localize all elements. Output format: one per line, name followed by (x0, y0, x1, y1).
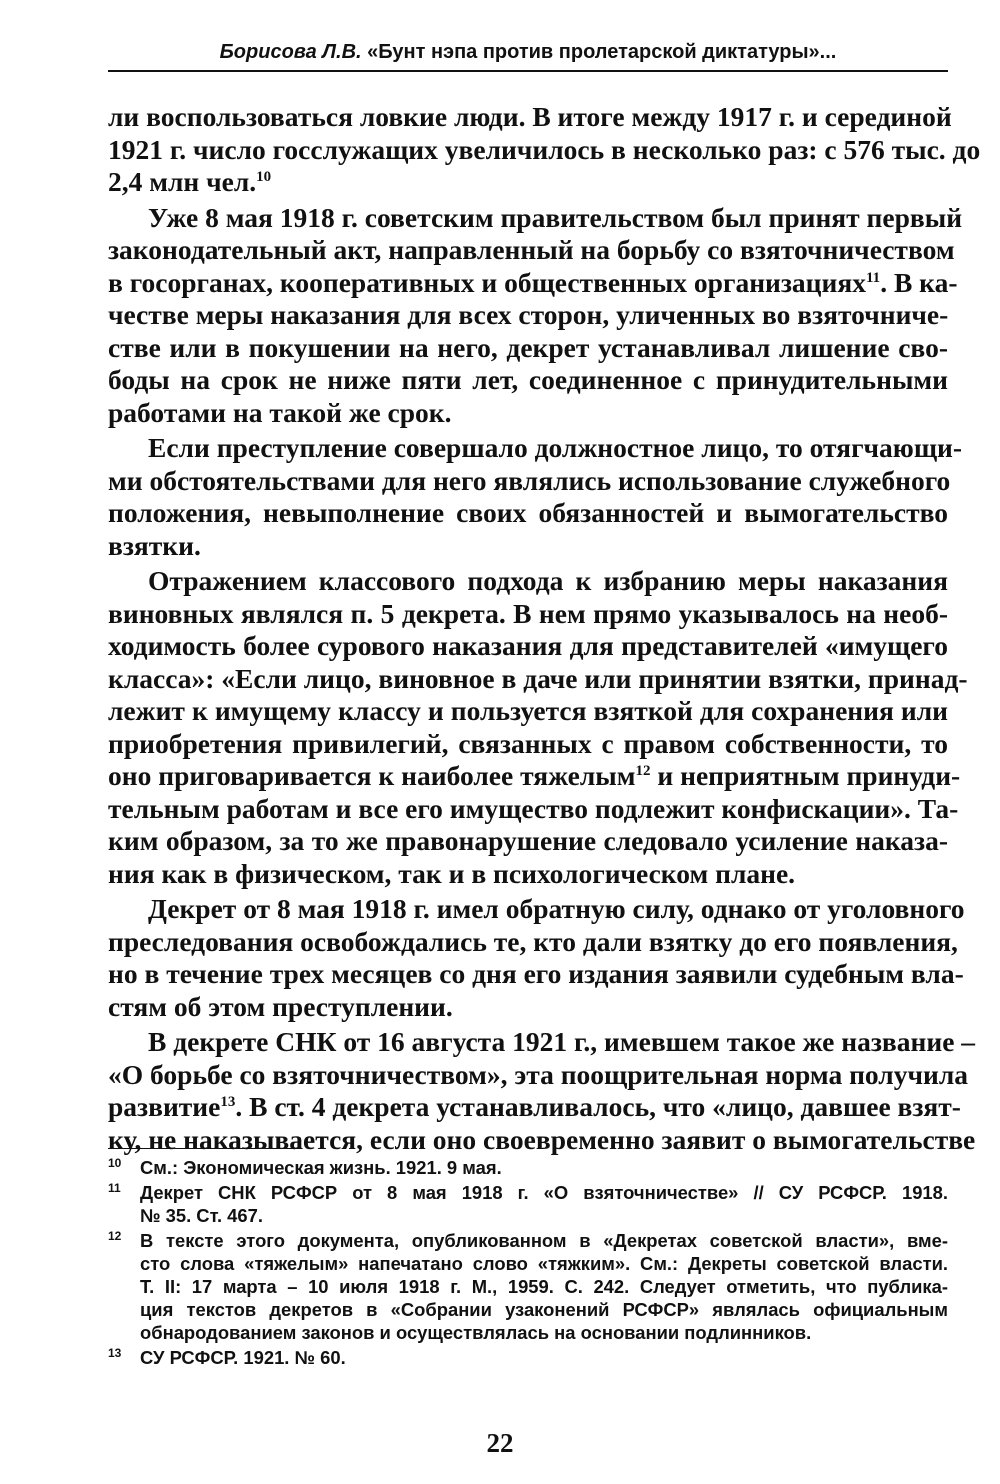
paragraph (108, 101, 981, 199)
footnote-number: 11 (108, 1181, 121, 1195)
footnote-line: Декрет СНК РСФСР от 8 мая 1918 г. «О взяточничестве» // СУ РСФСР. 1918. (140, 1182, 948, 1203)
footnotes (108, 1156, 948, 1371)
text-line: приобретения привилегий, связанных с правом собственности, то (108, 727, 948, 759)
text-line: Отражением классового подхода к избранию меры наказания (148, 565, 948, 596)
text-line: преследования освобождались те, кто дали взятку до его появления, (108, 925, 958, 957)
text-line: стям об этом преступлении. (108, 990, 453, 1022)
running-header (108, 40, 948, 64)
footnote (108, 1346, 948, 1369)
footnote-line: ция текстов декретов в «Собрании узаконений РСФСР» являлась официальным (140, 1299, 948, 1320)
footnote-line: СУ РСФСР. 1921. № 60. (140, 1347, 346, 1368)
text-line: ку, не наказывается, если оно своевременно заявит о вымогательстве (108, 1123, 976, 1155)
footnote-ref: 11 (866, 269, 881, 286)
text-run: . В ка- (880, 266, 958, 298)
footnote-line: См.: Экономическая жизнь. 1921. 9 мая. (140, 1157, 502, 1178)
footnote-line: Т. II: 17 марта – 10 июля 1918 г. М., 1959. С. 242. Следует отметить, что публика- (140, 1276, 948, 1297)
footnote-ref: 10 (256, 168, 272, 185)
text-line: ли воспользоваться ловкие люди. В итоге между 1917 г. и серединой (108, 101, 952, 132)
text-line: работами на такой же срок. (108, 396, 452, 428)
footnote (108, 1181, 948, 1227)
header-rule (108, 70, 948, 72)
header-title: «Бунт нэпа против пролетарской диктатуры»... (367, 41, 837, 63)
page-number: 22 (486, 1428, 514, 1458)
main-text (108, 101, 981, 1156)
text-line: виновных являлся п. 5 декрета. В нем прямо указывалось на необ- (108, 597, 948, 629)
header-author: Борисова Л.В. (219, 41, 362, 63)
text-line: ходимость более сурового наказания для представителей «имущего (108, 630, 948, 661)
footnote-ref: 13 (220, 1093, 236, 1110)
footnote-line: В тексте этого документа, опубликованном в «Декретах советской власти», вме- (140, 1230, 948, 1251)
footnote-line: № 35. Ст. 467. (140, 1205, 263, 1226)
text-line: тельным работам и все его имущество подлежит конфискации». Та- (108, 792, 959, 824)
text-line: класса»: «Если лицо, виновное в даче или принятии взятки, принад- (108, 662, 968, 694)
text-line: стве или в покушении на него, декрет устанавливал лишение сво- (108, 331, 948, 363)
text-line: боды на срок не ниже пяти лет, соединенное с принудительными (108, 364, 948, 395)
text-line (108, 266, 958, 300)
text-run: оно приговаривается к наиболее тяжелым (108, 760, 636, 791)
text-run: развитие (108, 1091, 221, 1122)
footnote-rule (108, 1148, 298, 1149)
paragraph (108, 893, 965, 1023)
footnote (108, 1156, 948, 1179)
footnote-number: 12 (108, 1229, 122, 1243)
text-line: Декрет от 8 мая 1918 г. имел обратную силу, однако от уголовного (148, 893, 965, 924)
text-line: честве меры наказания для всех сторон, уличенных во взяточниче- (108, 299, 949, 330)
footnote (108, 1229, 948, 1344)
footnote-line: обнародованием законов и осуществлялась на основании подлинников. (140, 1322, 812, 1343)
text-line (108, 1091, 961, 1124)
footnote-number: 13 (108, 1346, 122, 1360)
text-line: законодательный акт, направленный на борьбу со взяточничеством (108, 234, 955, 265)
text-run: в госорганах, кооперативных и общественных организациях (108, 266, 866, 298)
text-run: 2,4 млн чел. (108, 166, 257, 197)
text-line: Уже 8 мая 1918 г. советским правительством был принят первый (148, 201, 963, 233)
paragraph (108, 1026, 976, 1156)
text-line: «О борьбе со взяточничеством», эта поощрительная норма получила (108, 1058, 969, 1090)
paragraph (108, 432, 963, 562)
text-line: но в течение трех месяцев со дня его издания заявили судебным вла- (108, 958, 964, 989)
text-line: положения, невыполнение своих обязанностей и вымогательство (108, 497, 948, 528)
text-line: ми обстоятельствами для него являлись использование служебного (108, 464, 951, 496)
paragraph (108, 201, 963, 430)
text-run: и неприятным принуди- (650, 760, 961, 791)
text-run: . В ст. 4 декрета устанавливалось, что «лицо, давшее взят- (235, 1091, 961, 1122)
text-line: ния как в физическом, так и в психологическом плане. (108, 857, 796, 889)
text-line: ким образом, за то же правонарушение следовало усиление наказа- (108, 825, 948, 856)
text-line: 1921 г. число госслужащих увеличилось в несколько раз: с 576 тыс. до (108, 133, 981, 165)
paragraph (108, 565, 968, 890)
text-line: В декрете СНК от 16 августа 1921 г., имевшем такое же название – (148, 1026, 976, 1057)
text-line (108, 166, 948, 199)
footnote-ref: 12 (635, 762, 651, 779)
text-line: Если преступление совершало должностное лицо, то отягчающи- (148, 432, 963, 463)
footnote-number: 10 (108, 1156, 122, 1170)
text-line: взятки. (108, 529, 201, 561)
footnote-line: сто слова «тяжелым» напечатано слово «тяжким». См.: Декреты советской власти. (140, 1253, 948, 1274)
text-line (108, 760, 961, 793)
text-line: лежит к имущему классу и пользуется взяткой для сохранения или (108, 695, 948, 726)
